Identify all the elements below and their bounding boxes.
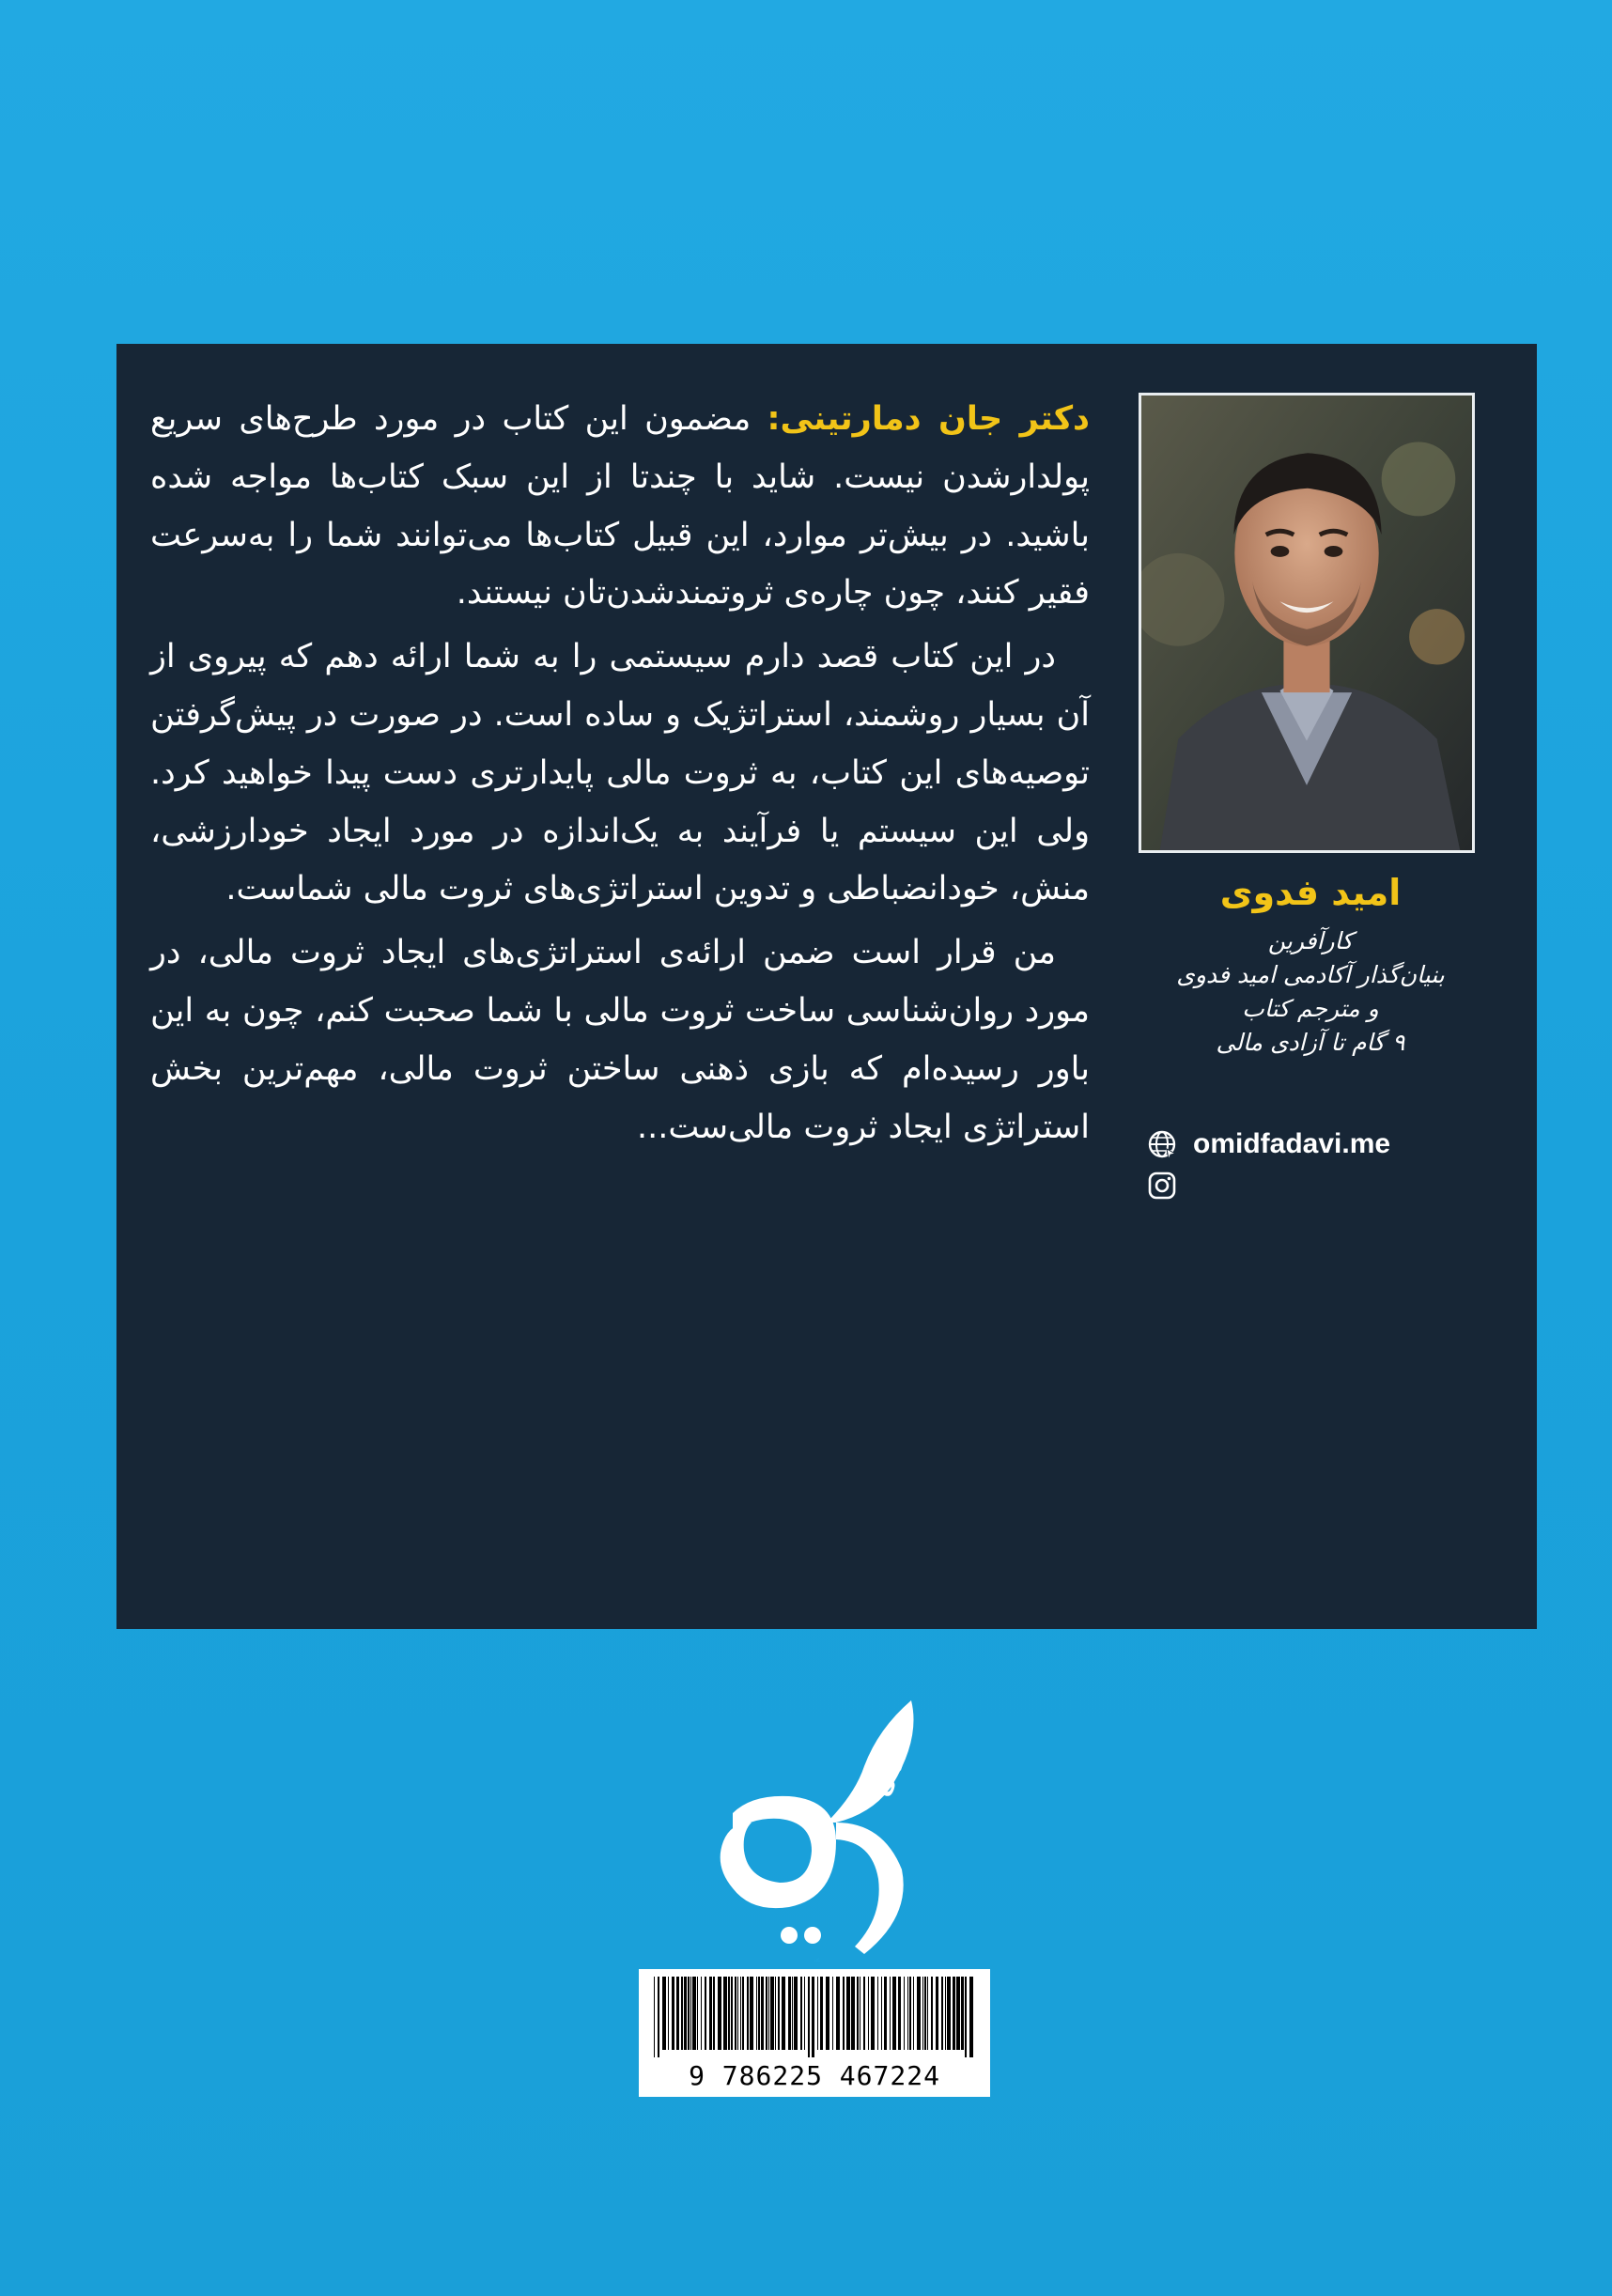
barcode-bar — [676, 1977, 679, 2050]
barcode-bar — [690, 1977, 691, 2050]
instagram-row — [1146, 1165, 1484, 1206]
barcode-bar — [843, 1977, 845, 2050]
blurb-paragraph-1-text: مضمون این کتاب در مورد طرح‌های سریع پولدارشدن نیست. شاید با چندتا از این سبک کتاب‌ها مواجه شده باشید. در بیش‌تر موارد، این قبیل کتاب‌ها می‌توانند شما را به‌سرعت فقیر کنند، چون چاره‌ی ثروتمندشدن‌تان نیستند. — [150, 400, 1090, 613]
barcode-bar — [936, 1977, 938, 2050]
author-contact — [1146, 1124, 1484, 1206]
author-name: امید فدوی — [1219, 872, 1402, 913]
author-role-4: ۹ گام تا آزادی مالی — [1216, 1029, 1405, 1056]
barcode-bar — [800, 1977, 802, 2050]
barcode-bar — [658, 1977, 659, 2057]
barcode-bar — [820, 1977, 823, 2050]
barcode-bar — [672, 1977, 674, 2050]
website-row — [1146, 1124, 1484, 1165]
barcode-bar — [836, 1977, 840, 2050]
barcode-bar — [909, 1977, 911, 2050]
barcode-bar — [692, 1977, 696, 2050]
barcode-bar — [945, 1977, 946, 2050]
barcode-bar — [871, 1977, 875, 2050]
barcode-bar — [688, 1977, 690, 2050]
barcode-bar — [788, 1977, 791, 2050]
barcode-bar — [709, 1977, 712, 2050]
blurb-lead: دکتر جان دمارتینی: — [767, 400, 1091, 438]
barcode-bar — [961, 1977, 964, 2050]
barcode-bar — [768, 1977, 769, 2050]
barcode-bar — [681, 1977, 683, 2050]
barcode-bar — [884, 1977, 887, 2050]
barcode-bar — [863, 1977, 865, 2050]
barcode-bar — [737, 1977, 738, 2050]
barcode-bar — [750, 1977, 753, 2050]
barcode-bar — [654, 1977, 655, 2057]
barcode-bar — [917, 1977, 921, 2050]
barcode-bar — [965, 1977, 967, 2057]
barcode-bar — [846, 1977, 850, 2050]
barcode-bar — [922, 1977, 923, 2050]
barcode-bar — [812, 1977, 814, 2057]
barcode-bar — [826, 1977, 829, 2050]
barcode-bar — [969, 1977, 973, 2057]
publisher-name: نگاه — [814, 1958, 821, 1962]
barcode-bar — [851, 1977, 855, 2050]
publisher-subtext: نوین — [864, 1737, 910, 1800]
barcode-bar — [718, 1977, 721, 2050]
blurb-paragraph-1 — [150, 391, 1090, 623]
barcode-bar — [907, 1977, 908, 2050]
blurb-paragraph-2: در این کتاب قصد دارم سیستمی را به شما ارائه دهم که پیروی از آن بسیار روشمند، استراتژیک و ساده است. در صورت در پیش‌گرفتن توصیه‌های این کتاب، به ثروت مالی پایدارتری دست پیدا خواهید کرد. ولی این سیستم یا فرآیند به یک‌اندازه در مورد ایجاد خودارزشی، منش، خودانضباطی و تدوین استراتژی‌های ثروت مالی شماست. — [150, 638, 1090, 908]
barcode-bar — [713, 1977, 715, 2050]
barcode-bar — [857, 1977, 859, 2050]
author-role-2: بنیان‌گذار آکادمی امید فدوی — [1176, 961, 1445, 988]
barcode-bar — [782, 1977, 785, 2050]
barcode-bar — [742, 1977, 744, 2050]
barcode-bar — [904, 1977, 905, 2050]
blurb-text — [150, 391, 1090, 1162]
barcode-bar — [735, 1977, 736, 2050]
barcode-bar — [761, 1977, 764, 2050]
author-role-3: و مترجم کتاب — [1242, 995, 1379, 1022]
barcode-bar — [758, 1977, 760, 2050]
barcode-bar — [756, 1977, 757, 2050]
barcode-bar — [770, 1977, 774, 2050]
barcode-bar — [668, 1977, 669, 2050]
barcode-bars — [641, 1971, 984, 2057]
barcode-bar — [913, 1977, 914, 2050]
barcode-bar — [881, 1977, 882, 2050]
author-photo — [1139, 393, 1475, 853]
barcode-bar — [662, 1977, 666, 2050]
isbn-barcode — [639, 1969, 990, 2097]
barcode-bar — [808, 1977, 810, 2057]
barcode-bar — [701, 1977, 702, 2050]
barcode-bar — [898, 1977, 901, 2050]
barcode-bar — [931, 1977, 933, 2050]
barcode-bar — [804, 1977, 805, 2050]
barcode-bar — [731, 1977, 733, 2050]
barcode-bar — [775, 1977, 776, 2050]
barcode-bar — [941, 1977, 943, 2050]
website-link[interactable]: omidfadavi.me — [1193, 1128, 1391, 1159]
barcode-bar — [832, 1977, 833, 2050]
instagram-icon[interactable] — [1146, 1170, 1178, 1202]
barcode-bar — [924, 1977, 926, 2050]
barcode-bar — [947, 1977, 951, 2050]
barcode-bar — [817, 1977, 818, 2050]
barcode-bar — [892, 1977, 896, 2050]
publisher-logo — [695, 1682, 939, 1963]
barcode-bar — [877, 1977, 878, 2050]
author-role-1: کارآفرین — [1267, 927, 1354, 954]
author-info — [1118, 872, 1503, 1060]
blurb-paragraph-3: من قرار است ضمن ارائه‌ی استراتژی‌های ایجاد ثروت مالی، در مورد روان‌شناسی ساخت ثروت مالی با شما صحبت کنم، چون به این باور رسیده‌ام که بازی ذهنی ساختن ثروت مالی، مهم‌ترین بخش استراتژی ایجاد ثروت مالی‌ست... — [150, 934, 1090, 1146]
barcode-bar — [684, 1977, 687, 2050]
barcode-bar — [766, 1977, 767, 2050]
barcode-bar — [747, 1977, 749, 2050]
globe-icon — [1146, 1128, 1178, 1160]
barcode-bar — [953, 1977, 955, 2050]
barcode-bar — [927, 1977, 928, 2050]
barcode-bar — [890, 1977, 891, 2050]
barcode-bar — [697, 1977, 698, 2050]
barcode-bar — [723, 1977, 727, 2050]
barcode-bar — [794, 1977, 798, 2050]
barcode-bar — [956, 1977, 960, 2050]
barcode-bar — [728, 1977, 730, 2050]
barcode-bar — [740, 1977, 741, 2050]
barcode-bar — [792, 1977, 793, 2050]
barcode-bar — [778, 1977, 780, 2050]
barcode-bar — [868, 1977, 869, 2050]
isbn-number: 9 786225 467224 — [689, 2060, 940, 2091]
barcode-bar — [705, 1977, 706, 2050]
